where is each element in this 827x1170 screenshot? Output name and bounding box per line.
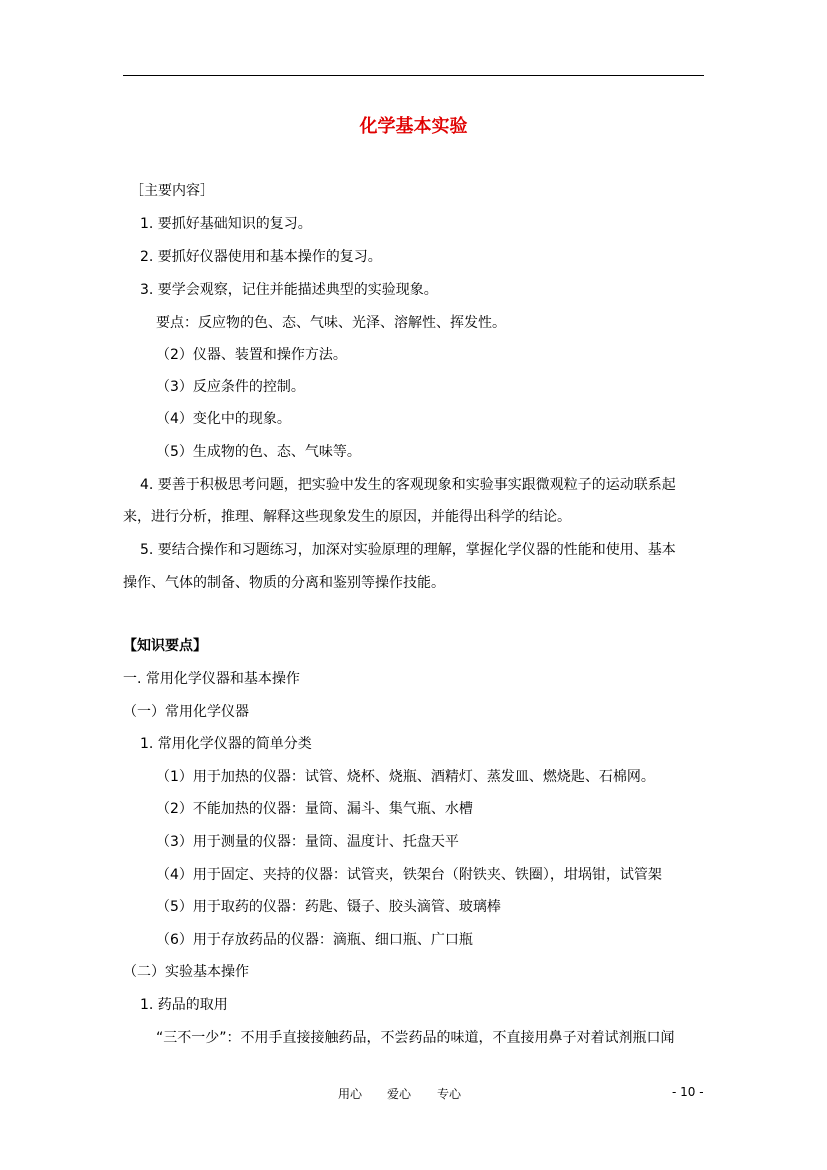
header-rule xyxy=(123,75,704,76)
list-item: （2）不能加热的仪器：量筒、漏斗、集气瓶、水槽 xyxy=(156,801,473,817)
paragraph-line: 5. 要结合操作和习题练习，加深对实验原理的理解，掌握化学仪器的性能和使用、基本 xyxy=(140,542,676,558)
list-item: （3）反应条件的控制。 xyxy=(156,379,305,395)
section-heading-key-points: 【知识要点】 xyxy=(123,638,207,654)
list-item: 1. 常用化学仪器的简单分类 xyxy=(140,736,312,752)
subheading: （一）常用化学仪器 xyxy=(123,704,249,720)
list-item: 要点：反应物的色、态、气味、光泽、溶解性、挥发性。 xyxy=(156,315,506,331)
document-title: 化学基本实验 xyxy=(359,116,468,137)
list-item: （3）用于测量的仪器：量筒、温度计、托盘天平 xyxy=(156,834,459,850)
list-item: 3. 要学会观察，记住并能描述典型的实验现象。 xyxy=(140,282,438,298)
list-item: （1）用于加热的仪器：试管、烧杯、烧瓶、酒精灯、蒸发皿、燃烧匙、石棉网。 xyxy=(156,769,655,785)
paragraph-line: 来，进行分析，推理、解释这些现象发生的原因，并能得出科学的结论。 xyxy=(123,509,571,525)
page-number: - 10 - xyxy=(672,1085,704,1099)
paragraph-line: 4. 要善于积极思考问题，把实验中发生的客观现象和实验事实跟微观粒子的运动联系起 xyxy=(140,477,676,493)
list-item: （5）用于取药的仪器：药匙、镊子、胶头滴管、玻璃棒 xyxy=(156,899,501,915)
heading: 一. 常用化学仪器和基本操作 xyxy=(123,671,300,687)
paragraph-line: 操作、气体的制备、物质的分离和鉴别等操作技能。 xyxy=(123,575,445,591)
list-item: 1. 要抓好基础知识的复习。 xyxy=(140,216,312,232)
list-item: 2. 要抓好仪器使用和基本操作的复习。 xyxy=(140,249,382,265)
subheading: （二）实验基本操作 xyxy=(123,964,249,980)
list-item: （4）变化中的现象。 xyxy=(156,411,291,427)
footer-text: 爱心 xyxy=(387,1087,412,1101)
list-item: （5）生成物的色、态、气味等。 xyxy=(156,444,361,460)
list-item: （2）仪器、装置和操作方法。 xyxy=(156,347,347,363)
list-item: 1. 药品的取用 xyxy=(140,997,228,1013)
footer-text: 专心 xyxy=(437,1087,462,1101)
list-item: （4）用于固定、夹持的仪器：试管夹，铁架台（附铁夹、铁圈），坩埚钳，试管架 xyxy=(156,867,662,883)
section-label-main-content: ［主要内容］ xyxy=(130,183,214,199)
footer-text: 用心 xyxy=(338,1087,363,1101)
paragraph-line: “三不一少”：不用手直接接触药品，不尝药品的味道，不直接用鼻子对着试剂瓶口闻 xyxy=(156,1030,675,1046)
list-item: （6）用于存放药品的仪器：滴瓶、细口瓶、广口瓶 xyxy=(156,932,473,948)
